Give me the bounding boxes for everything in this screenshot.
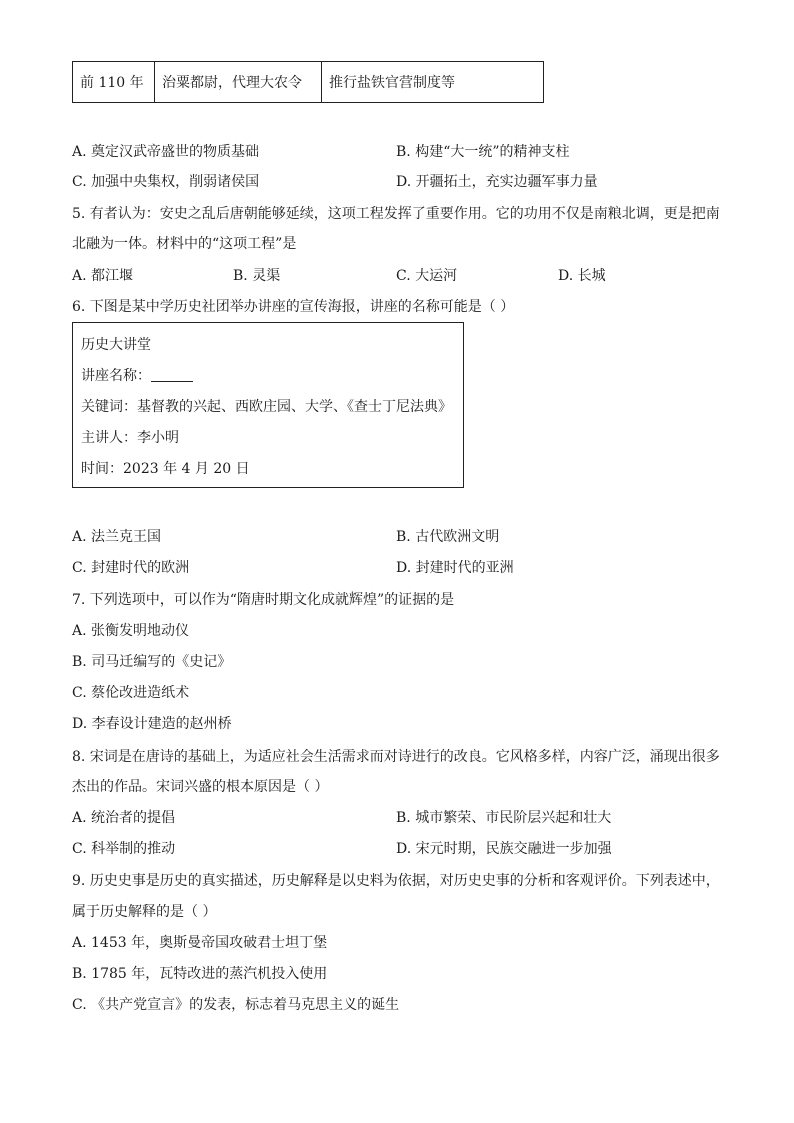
q9-stem-line1: 9. 历史史事是历史的真实描述，历史解释是以史料为依据，对历史史事的分析和客观评价。下列表述中， <box>72 873 720 889</box>
lecture-poster <box>72 322 464 488</box>
q5-option-d[interactable]: D. 长城 <box>558 268 606 284</box>
poster-keywords: 关键词：基督教的兴起、西欧庄园、大学、《查士丁尼法典》 <box>81 399 452 415</box>
q8-option-b[interactable]: B. 城市繁荣、市民阶层兴起和壮大 <box>396 810 612 826</box>
q6-option-b[interactable]: B. 古代欧洲文明 <box>396 529 500 545</box>
q4-option-a[interactable]: A. 奠定汉武帝盛世的物质基础 <box>72 144 260 160</box>
q4-option-d[interactable]: D. 开疆拓土，充实边疆军事力量 <box>396 174 598 190</box>
table-row <box>73 62 544 103</box>
q6-option-d[interactable]: D. 封建时代的亚洲 <box>396 560 514 576</box>
q6-option-c[interactable]: C. 封建时代的欧洲 <box>72 560 190 576</box>
q9-option-c[interactable]: C. 《共产党宣言》的发表，标志着马克思主义的诞生 <box>72 997 400 1013</box>
q9-stem-line2: 属于历史解释的是（ ） <box>72 904 217 920</box>
q7-option-c[interactable]: C. 蔡伦改进造纸术 <box>72 685 190 701</box>
q7-option-b[interactable]: B. 司马迁编写的《史记》 <box>72 654 232 670</box>
q7-stem: 7. 下列选项中，可以作为“隋唐时期文化成就辉煌”的证据的是 <box>72 592 455 608</box>
q7-option-a[interactable]: A. 张衡发明地动仪 <box>72 623 190 639</box>
q8-option-c[interactable]: C. 科举制的推动 <box>72 841 176 857</box>
q8-stem-line1: 8. 宋词是在唐诗的基础上，为适应社会生活需求而对诗进行的改良。它风格多样，内容广泛，涌现出很多 <box>72 749 720 765</box>
table-cell-deed: 推行盐铁官营制度等 <box>322 62 544 103</box>
poster-name-blank <box>151 367 193 382</box>
q9-option-b[interactable]: B. 1785 年，瓦特改进的蒸汽机投入使用 <box>72 966 328 982</box>
q8-option-d[interactable]: D. 宋元时期，民族交融进一步加强 <box>396 841 612 857</box>
q5-option-c[interactable]: C. 大运河 <box>396 268 458 284</box>
q5-stem-line2: 北融为一体。材料中的“这项工程”是 <box>72 236 297 252</box>
table-cell-office: 治粟都尉，代理大农令 <box>155 62 322 103</box>
q5-option-a[interactable]: A. 都江堰 <box>72 268 134 284</box>
poster-time: 时间：2023 年 4 月 20 日 <box>81 461 250 477</box>
table-cell-year: 前 110 年 <box>73 62 155 103</box>
poster-name-line <box>81 366 193 386</box>
q6-option-a[interactable]: A. 法兰克王国 <box>72 529 162 545</box>
q8-option-a[interactable]: A. 统治者的提倡 <box>72 810 176 826</box>
q6-stem: 6. 下图是某中学历史社团举办讲座的宣传海报，讲座的名称可能是（ ） <box>72 299 515 315</box>
q8-stem-line2: 杰出的作品。宋词兴盛的根本原因是（ ） <box>72 779 329 795</box>
poster-name-label: 讲座名称： <box>81 368 151 384</box>
q4-option-b[interactable]: B. 构建“大一统”的精神支柱 <box>396 144 570 160</box>
poster-heading: 历史大讲堂 <box>81 337 151 353</box>
q5-option-b[interactable]: B. 灵渠 <box>233 268 281 284</box>
poster-speaker: 主讲人：李小明 <box>81 430 179 446</box>
q5-stem-line1: 5. 有者认为：安史之乱后唐朝能够延续，这项工程发挥了重要作用。它的功用不仅是南粮北调，更是把南 <box>72 206 720 222</box>
history-table <box>72 61 544 103</box>
q4-option-c[interactable]: C. 加强中央集权，削弱诸侯国 <box>72 174 260 190</box>
q7-option-d[interactable]: D. 李春设计建造的赵州桥 <box>72 716 232 732</box>
q9-option-a[interactable]: A. 1453 年，奥斯曼帝国攻破君士坦丁堡 <box>72 935 328 951</box>
